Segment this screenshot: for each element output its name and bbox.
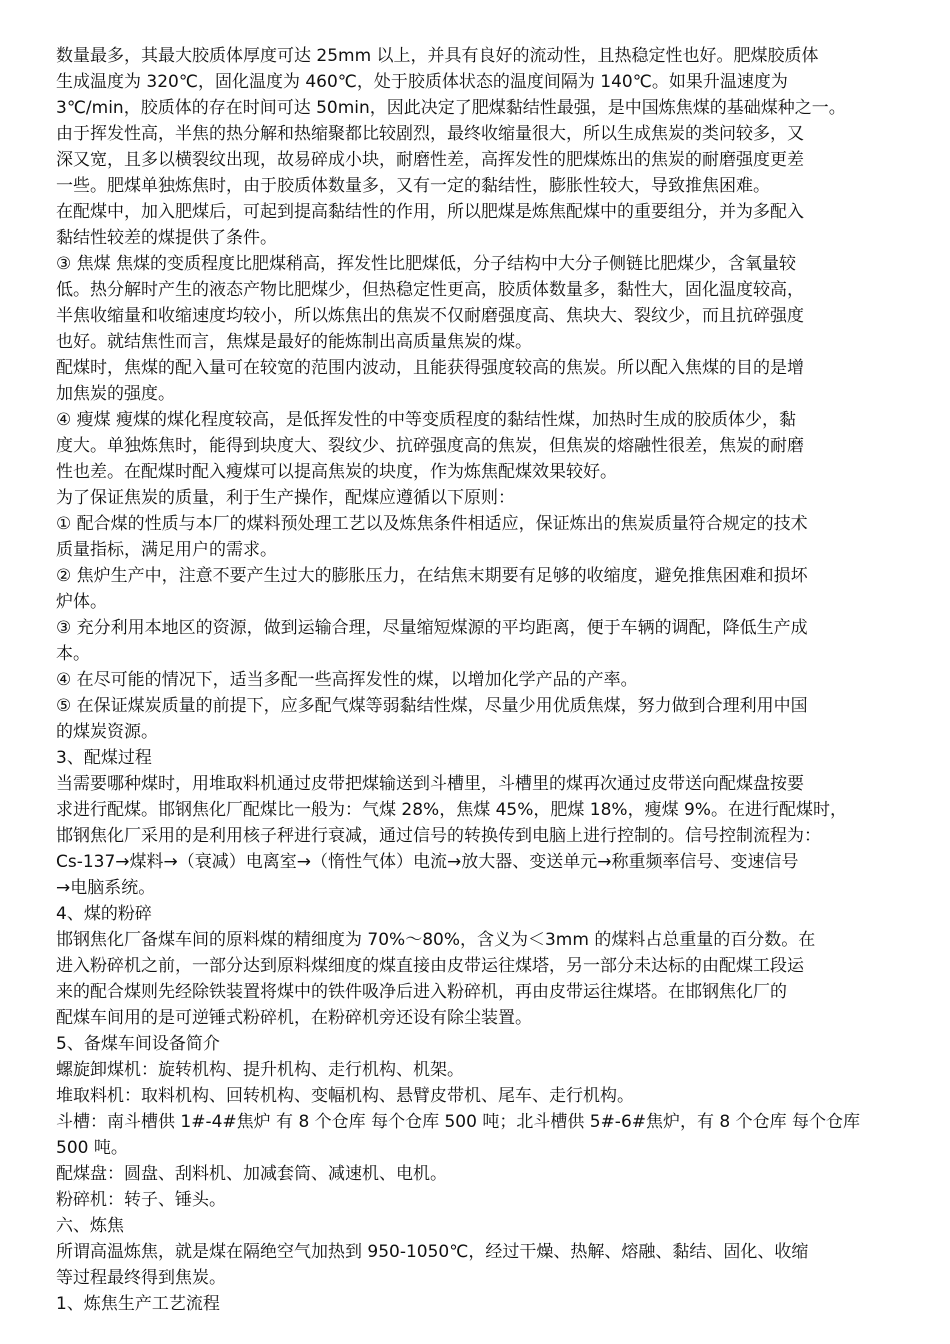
text-line: 加焦炭的强度。 [56, 384, 175, 404]
text-line: 邯钢焦化厂备煤车间的原料煤的精细度为 70%～80%，含义为＜3mm 的煤料占总重量的百分数。在 [56, 930, 816, 950]
text-line: 当需要哪种煤时，用堆取料机通过皮带把煤输送到斗槽里，斗槽里的煤再次通过皮带送向配煤盘按要 [56, 774, 804, 794]
text-line: 配煤盘：圆盘、刮料机、加减套筒、减速机、电机。 [56, 1164, 447, 1184]
text-line: 500 吨。 [56, 1138, 128, 1158]
text-line: 低。热分解时产生的液态产物比肥煤少，但热稳定性更高，胶质体数量多，黏性大，固化温度较高， [56, 280, 804, 300]
text-line: 深又宽，且多以横裂纹出现，故易碎成小块，耐磨性差，高挥发性的肥煤炼出的焦炭的耐磨强度更差 [56, 150, 804, 170]
text-line: 螺旋卸煤机：旋转机构、提升机构、走行机构、机架。 [56, 1060, 464, 1080]
text-line: 堆取料机：取料机构、回转机构、变幅机构、悬臂皮带机、尾车、走行机构。 [56, 1086, 634, 1106]
section-heading: 4、煤的粉碎 [56, 904, 152, 924]
text-line: 质量指标，满足用户的需求。 [56, 540, 277, 560]
text-line: →电脑系统。 [56, 878, 156, 898]
text-line: 3℃/min，胶质体的存在时间可达 50min，因此决定了肥煤黏结性最强，是中国炼焦煤的基础煤种之一。 [56, 98, 846, 118]
text-line: ③ 焦煤 焦煤的变质程度比肥煤稍高，挥发性比肥煤低，分子结构中大分子侧链比肥煤少，含氧量较 [56, 254, 797, 274]
text-line: ⑤ 在保证煤炭质量的前提下，应多配气煤等弱黏结性煤，尽量少用优质焦煤，努力做到合理利用中国 [56, 696, 808, 716]
text-line: 炉体。 [56, 592, 107, 612]
text-line: 性也差。在配煤时配入瘦煤可以提高焦炭的块度，作为炼焦配煤效果较好。 [56, 462, 617, 482]
text-line: Cs-137→煤料→（衰减）电离室→（惰性气体）电流→放大器、变送单元→称重频率信号、变速信号 [56, 852, 799, 872]
text-line: 由于挥发性高，半焦的热分解和热缩聚都比较剧烈，最终收缩量很大，所以生成焦炭的类问较多，又 [56, 124, 804, 144]
section-heading: 5、备煤车间设备简介 [56, 1034, 220, 1054]
text-line: 进入粉碎机之前，一部分达到原料煤细度的煤直接由皮带运往煤塔，另一部分未达标的由配煤工段运 [56, 956, 804, 976]
text-line: 所谓高温炼焦，就是煤在隔绝空气加热到 950-1050℃，经过干燥、热解、熔融、黏结、固化、收缩 [56, 1242, 809, 1262]
text-line: 邯钢焦化厂采用的是利用核子秤进行衰减，通过信号的转换传到电脑上进行控制的。信号控制流程为： [56, 826, 821, 846]
text-line: ① 配合煤的性质与本厂的煤料预处理工艺以及炼焦条件相适应，保证炼出的焦炭质量符合规定的技术 [56, 514, 808, 534]
text-line: 粉碎机：转子、锤头。 [56, 1190, 226, 1210]
section-heading: 六、炼焦 [56, 1216, 124, 1236]
text-line: 为了保证焦炭的质量，利于生产操作，配煤应遵循以下原则： [56, 488, 515, 508]
text-line: ③ 充分利用本地区的资源，做到运输合理，尽量缩短煤源的平均距离，便于车辆的调配，降低生产成 [56, 618, 808, 638]
text-line: 半焦收缩量和收缩速度均较小，所以炼焦出的焦炭不仅耐磨强度高、焦块大、裂纹少，而且抗碎强度 [56, 306, 804, 326]
text-line: 本。 [56, 644, 90, 664]
text-line: 一些。肥煤单独炼焦时，由于胶质体数量多，又有一定的黏结性，膨胀性较大，导致推焦困难。 [56, 176, 770, 196]
text-line: 黏结性较差的煤提供了条件。 [56, 228, 277, 248]
text-line: 配煤时，焦煤的配入量可在较宽的范围内波动，且能获得强度较高的焦炭。所以配入焦煤的目的是增 [56, 358, 804, 378]
text-line: 等过程最终得到焦炭。 [56, 1268, 226, 1288]
text-line: 生成温度为 320℃，固化温度为 460℃，处于胶质体状态的温度间隔为 140℃。如果升温速度为 [56, 72, 788, 92]
text-line: 配煤车间用的是可逆锤式粉碎机，在粉碎机旁还设有除尘装置。 [56, 1008, 532, 1028]
text-line: ④ 在尽可能的情况下，适当多配一些高挥发性的煤，以增加化学产品的产率。 [56, 670, 638, 690]
section-heading: 1、炼焦生产工艺流程 [56, 1294, 220, 1314]
text-line: 来的配合煤则先经除铁装置将煤中的铁件吸净后进入粉碎机，再由皮带运往煤塔。在邯钢焦化厂的 [56, 982, 787, 1002]
section-heading: 3、配煤过程 [56, 748, 152, 768]
text-line: ④ 瘦煤 瘦煤的煤化程度较高，是低挥发性的中等变质程度的黏结性煤，加热时生成的胶质体少，黏 [56, 410, 797, 430]
text-line: 度大。单独炼焦时，能得到块度大、裂纹少、抗碎强度高的焦炭，但焦炭的熔融性很差，焦炭的耐磨 [56, 436, 804, 456]
text-line: 的煤炭资源。 [56, 722, 158, 742]
text-line: ② 焦炉生产中，注意不要产生过大的膨胀压力，在结焦末期要有足够的收缩度，避免推焦困难和损坏 [56, 566, 808, 586]
text-line: 也好。就结焦性而言，焦煤是最好的能炼制出高质量焦炭的煤。 [56, 332, 532, 352]
text-line: 数量最多，其最大胶质体厚度可达 25mm 以上，并具有良好的流动性，且热稳定性也好。肥煤胶质体 [56, 46, 819, 66]
text-line: 在配煤中，加入肥煤后，可起到提高黏结性的作用，所以肥煤是炼焦配煤中的重要组分，并为多配入 [56, 202, 804, 222]
text-line: 斗槽：南斗槽供 1#-4#焦炉 有 8 个仓库 每个仓库 500 吨；北斗槽供 5#-6#焦炉，有 8 个仓库 每个仓库 [56, 1112, 861, 1132]
text-line: 求进行配煤。邯钢焦化厂配煤比一般为：气煤 28%，焦煤 45%，肥煤 18%，瘦煤 9%。在进行配煤时， [56, 800, 847, 820]
